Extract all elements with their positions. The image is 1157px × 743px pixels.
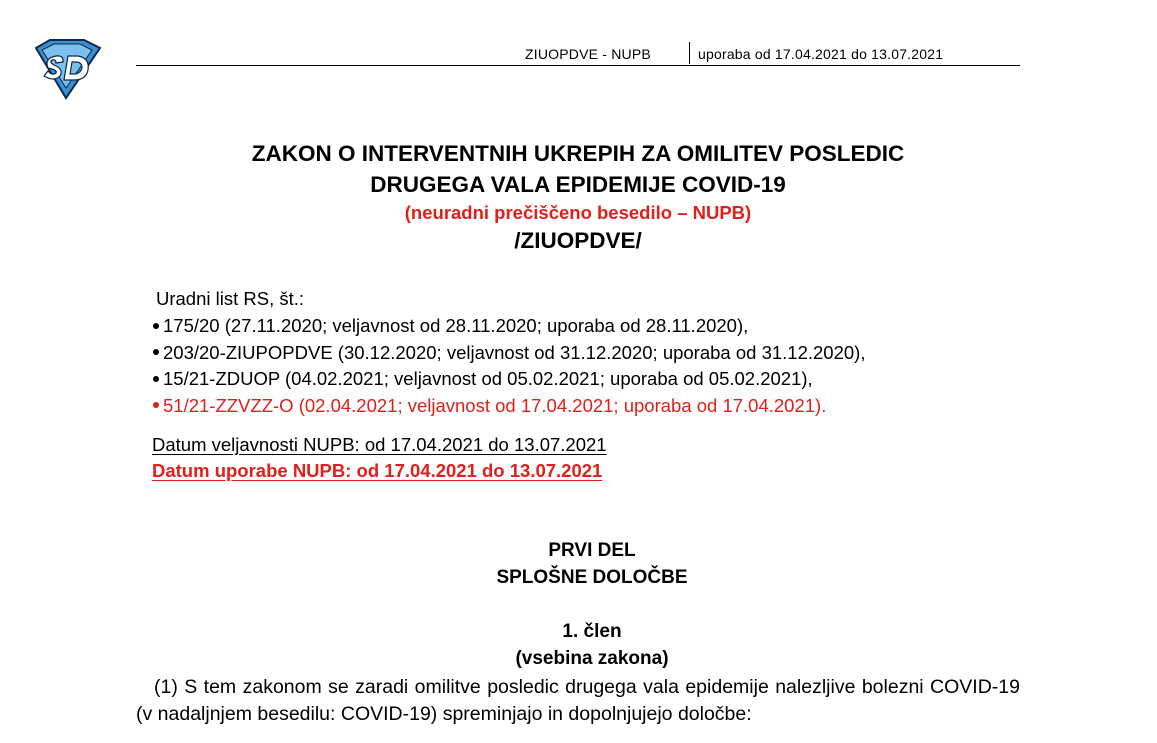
law-title-line-1: ZAKON O INTERVENTNIH UKREPIH ZA OMILITEV POSLEDIC — [251, 141, 905, 166]
header-usage-dates: uporaba od 17.04.2021 do 13.07.2021 — [698, 46, 944, 62]
usage-date: Datum uporabe NUPB: od 17.04.2021 do 13.07.2021 — [152, 460, 603, 481]
bullet-icon — [153, 349, 159, 355]
publisher-logo — [30, 38, 104, 100]
validity-date: Datum veljavnosti NUPB: od 17.04.2021 do 13.07.2021 — [152, 434, 607, 455]
part-number: PRVI DEL — [548, 540, 636, 561]
gazette-label: Uradni list RS, št.: — [156, 288, 305, 309]
gazette-list — [150, 313, 865, 419]
law-title-line-2: DRUGEGA VALA EPIDEMIJE COVID-19 — [370, 172, 786, 197]
law-abbreviation: /ZIUOPDVE/ — [514, 228, 642, 253]
gazette-item-text: 175/20 (27.11.2020; veljavnost od 28.11.2020; uporaba od 28.11.2020), — [163, 315, 749, 336]
header-divider — [689, 42, 690, 64]
gazette-item — [150, 313, 865, 340]
gazette-item-text: 203/20-ZIUPOPDVE (30.12.2020; veljavnost od 31.12.2020; uporaba od 31.12.2020), — [163, 341, 866, 363]
gazette-item-text: 15/21-ZDUOP (04.02.2021; veljavnost od 05.02.2021; uporaba od 05.02.2021), — [163, 368, 813, 389]
law-subtitle: (neuradni prečiščeno besedilo – NUPB) — [404, 202, 752, 223]
article-paragraph: (1) S tem zakonom se zaradi omilitve posledic drugega vala epidemije nalezljive bolezni COVID-19 (v nadaljnjem besedilu: COVID-19) spreminjajo in dopolnjujejo določbe: — [136, 676, 1020, 725]
gazette-item-latest — [150, 393, 865, 420]
article-name: (vsebina zakona) — [515, 648, 669, 669]
gazette-item-text: 51/21-ZZVZZ-O (02.04.2021; veljavnost od 17.04.2021; uporaba od 17.04.2021). — [163, 394, 827, 416]
gazette-item — [150, 366, 865, 393]
bullet-icon — [153, 323, 159, 329]
bullet-icon — [153, 376, 159, 382]
part-name: SPLOŠNE DOLOČBE — [496, 567, 688, 588]
article-number: 1. člen — [562, 621, 622, 642]
header-rule — [136, 65, 1020, 66]
header-document-code: ZIUOPDVE - NUPB — [525, 46, 651, 62]
bullet-icon — [153, 402, 159, 408]
gazette-item — [150, 340, 865, 367]
